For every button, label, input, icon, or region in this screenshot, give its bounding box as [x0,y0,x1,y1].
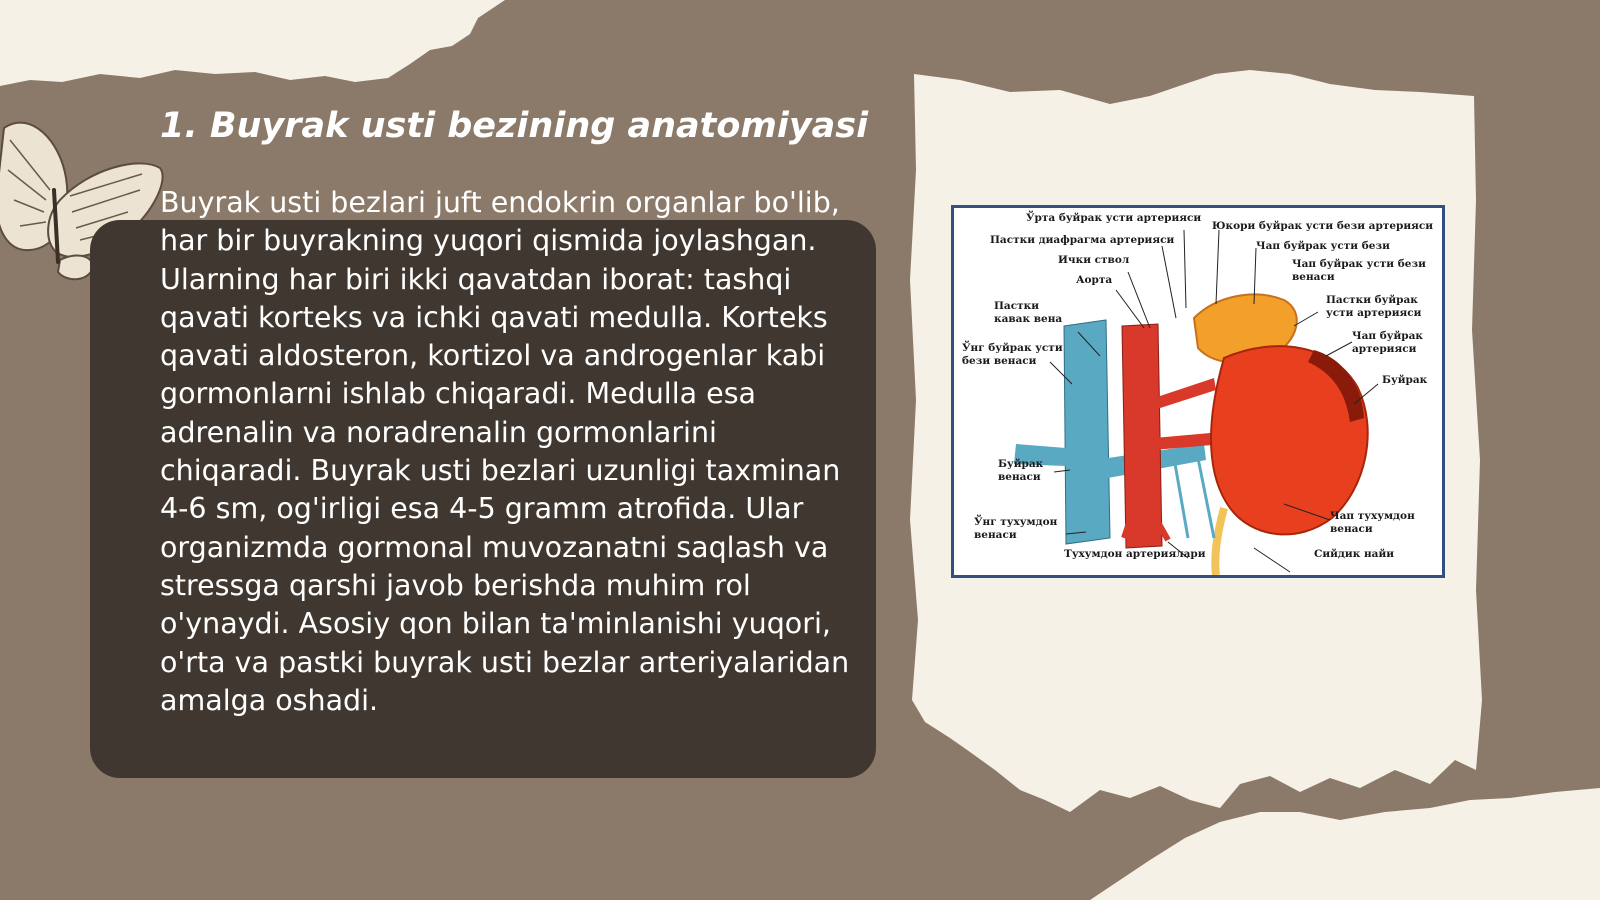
label-chap-tuxumdon: Чап тухумдон венаси [1330,510,1415,535]
torn-paper-top-left [0,0,505,86]
label-ong-bez-venasi: Ўнг буйрак усти бези венаси [962,342,1063,367]
label-pastki-diafragma: Пастки диафрагма артерияси [990,234,1175,246]
label-chap-arteriya: Чап буйрак артерияси [1352,330,1423,355]
label-yuqori-arteriya: Юкори буйрак усти бези артерияси [1212,220,1434,232]
label-tuxumdon-arteriyalari: Тухумдон артериялари [1064,548,1206,560]
label-ong-tuxumdon: Ўнг тухумдон венаси [974,516,1058,541]
slide-title: 1. Buyrak usti bezining anatomiyasi [160,106,869,146]
label-chap-bez: Чап буйрак усти бези [1256,240,1390,252]
label-chap-bez-venasi: Чап буйрак усти бези венаси [1292,258,1426,283]
label-aorta: Аорта [1076,274,1113,286]
torn-paper-bottom-right [1090,788,1600,900]
label-buyrak-venasi: Буйрак венаси [998,458,1044,483]
label-siydik-nayi: Сийдик найи [1314,548,1395,560]
anatomy-figure [951,205,1445,578]
label-pastki-arteriya: Пастки буйрак усти артерияси [1326,294,1422,319]
label-ichki-stvol: Ички ствол [1058,254,1130,266]
label-pastki-kavak: Пастки кавак вена [994,300,1063,325]
label-buyrak: Буйрак [1382,374,1428,386]
label-orta-arteriya: Ўрта буйрак усти артерияси [1026,212,1202,224]
slide-body-text: Buyrak usti bezlari juft endokrin organlar bo'lib, har bir buyrakning yuqori qismida joylashgan. Ularning har biri ikki qavatdan iborat: tashqi qavati korteks va ichki qavati medulla. Korteks qavati aldosteron, kortizol va androgenlar kabi gormonlarni ishlab chiqaradi. Medulla esa adrenalin va noradrenalin gormonlarini chiqaradi. Buyrak usti bezlari uzunligi taxminan 4-6 sm, og'irligi esa 4-5 gramm atrofida. Ular organizmda gormonal muvozanatni saqlash va stressga qarshi javob berishda muhim rol o'ynaydi. Asosiy qon bilan ta'minlanishi yuqori, o'rta va pastki buyrak usti bezlar arteriyalaridan amalga oshadi. [160,186,850,717]
